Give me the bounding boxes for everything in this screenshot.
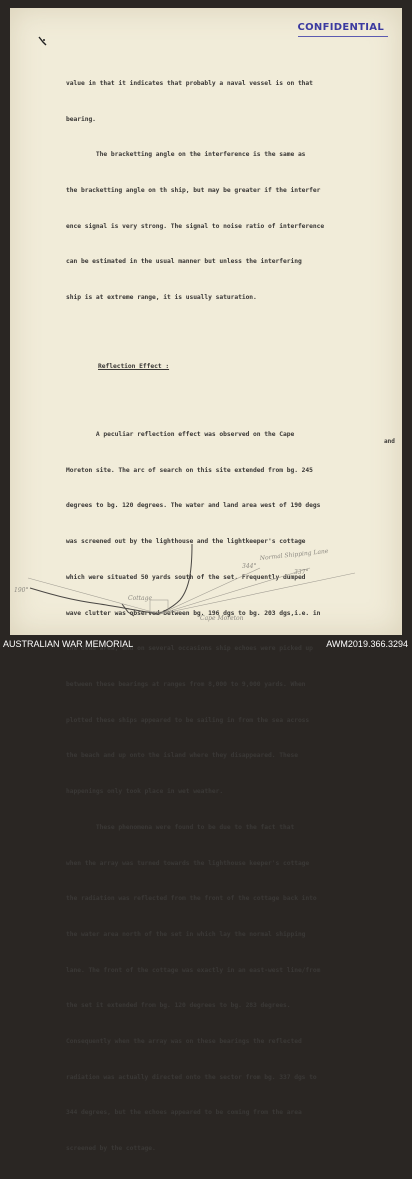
body-line: ship is at extreme range, it is usually saturation. <box>66 294 257 302</box>
pencil-sketch <box>10 8 402 635</box>
sketch-label-337: 337° <box>294 569 309 576</box>
footer-institution: AUSTRALIAN WAR MEMORIAL <box>3 639 134 649</box>
body-line: ence signal is very strong. The signal to noise ratio of interference <box>66 222 325 230</box>
section-line: 344 degrees, but the echoes appeared to be coming from the area <box>66 1109 302 1117</box>
sketch-label-cottage: Cottage <box>128 595 152 602</box>
section-line: the beach and up onto the island where they disappeared. These <box>66 752 298 760</box>
section-line: happenings only took place in wet weather. <box>66 788 224 796</box>
margin-insert: and <box>384 438 395 445</box>
section-line: A peculiar reflection effect was observed on the Cape <box>66 431 295 439</box>
body-line: The bracketting angle on the interference is the same as <box>66 151 306 159</box>
section-line: Moreton site. The arc of search on this site extended from bg. 245 <box>66 466 313 474</box>
section-line: lane. The front of the cottage was exactly in an east-west line/from <box>66 966 321 974</box>
sketch-label-344: 344° <box>242 563 257 570</box>
section-line: between these bearings at ranges from 8,000 to 9,000 yards. When <box>66 680 306 688</box>
section-line: These phenomena were found to be due to the fact that <box>66 823 295 831</box>
sketch-label-shipping-lane: Normal Shipping Lane <box>259 547 329 562</box>
body-line: bearing. <box>66 115 96 123</box>
section-line: degrees to bg. 120 degrees. The water and land area west of 190 degs <box>66 502 321 510</box>
section-line: the water area north of the set in which lay the normal shipping <box>66 930 306 938</box>
body-line: the bracketting angle on th ship, but may be greater if the interfer <box>66 186 321 194</box>
section-line: Consequently when the array was on these bearings the reflected <box>66 1038 302 1046</box>
section-line: the dead area, and on several occasions ship echoes were picked up <box>66 645 313 653</box>
sketch-label-190: 190° <box>14 587 29 594</box>
section-line: when the array was turned towards the lighthouse keeper's cottage <box>66 859 310 867</box>
coastline-sketch <box>30 544 192 616</box>
section-line: the set it extended from bg. 120 degrees to bg. 283 degrees. <box>66 1002 291 1010</box>
confidential-stamp: CONFIDENTIAL <box>297 22 384 33</box>
section-line: which were situated 50 yards south of the set. Frequently dumped <box>66 573 306 581</box>
footer-accession-number: AWM2019.366.3294 <box>326 639 408 649</box>
sketch-label-cape-moreton: Cape Moreton <box>200 615 244 622</box>
section-line: was screened out by the lighthouse and the lightkeeper's cottage <box>66 538 306 546</box>
body-line: value in that it indicates that probably a naval vessel is on that <box>66 79 313 87</box>
section-line: plotted these ships appeared to be sailing in from the sea across <box>66 716 310 724</box>
body-line: can be estimated in the usual manner but unless the interfering <box>66 258 302 266</box>
archive-footer <box>0 635 412 653</box>
section-heading: Reflection Effect : <box>98 362 170 370</box>
section-line: the radiation was reflected from the front of the cottage back into <box>66 895 317 903</box>
section-line: screened by the cottage. <box>66 1145 156 1153</box>
section-line: radiation was actually directed onto the sector from bg. 337 dgs to <box>66 1073 317 1081</box>
section-line: wave clutter was observed between bg. 196 dgs to bg. 203 dgs,i.e. in <box>66 609 321 617</box>
